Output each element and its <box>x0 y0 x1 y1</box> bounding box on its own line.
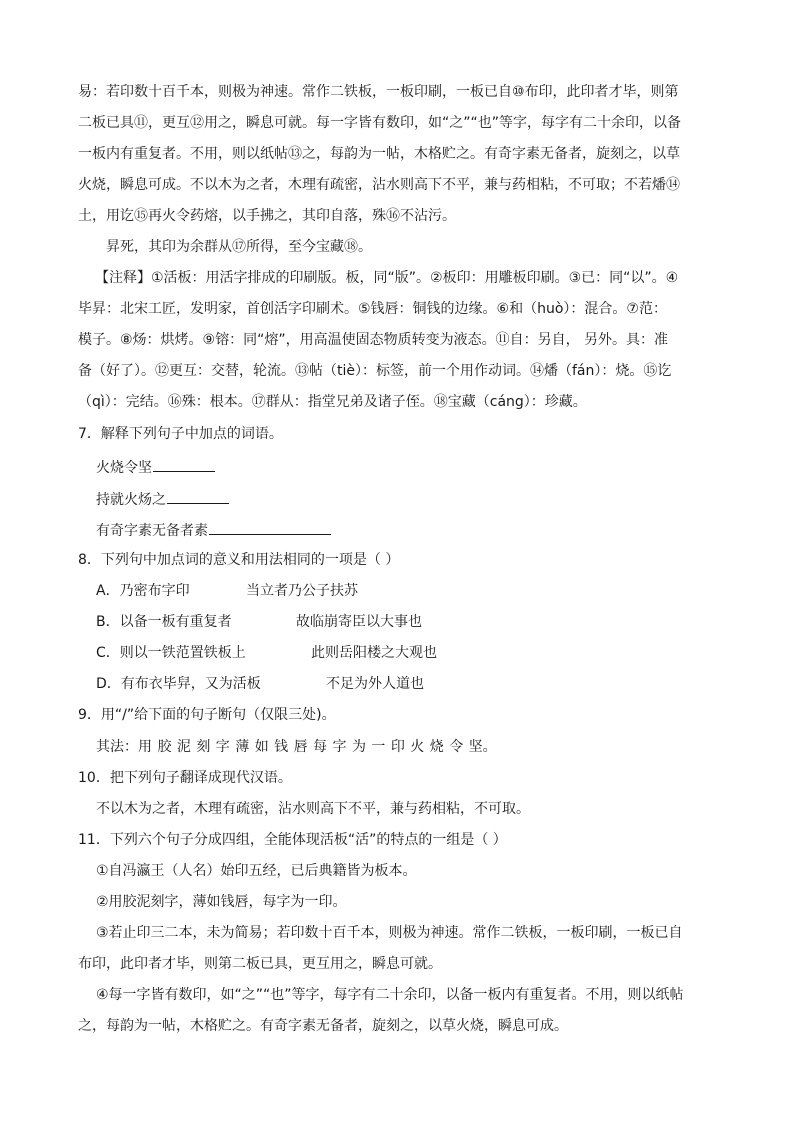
q8-option <box>96 643 437 663</box>
q7-item-text: 火烧令坚 <box>96 460 152 476</box>
q7-item <box>96 519 331 541</box>
notes-line: 【注释】①活板：用活字排成的印刷版。板，同“版”。②板印：用雕板印刷。③已：同“以”。④ <box>95 270 679 286</box>
q11-item-continued: 之，每韵为一帖，木格贮之。有奇字素无备者，旋刻之，以草火烧，瞬息可成。 <box>78 1018 568 1034</box>
answer-blank[interactable] <box>209 519 331 535</box>
q9-sentence: 其法：用 胶 泥 刻 字 薄 如 钱 唇 每 字 为 一 印 火 烧 令 坚。 <box>96 739 497 755</box>
passage-line: 一板内有重复者。不用，则以纸帖⑬之，每韵为一帖，木格贮之。有奇字素无备者，旋刻之，以草 <box>78 146 680 162</box>
q11-item: ②用胶泥刻字，薄如钱唇，每字为一印。 <box>96 894 347 910</box>
notes-line: （qì）：完结。⑯殊：根本。⑰群从：指堂兄弟及诸子侄。⑱宝藏（cáng）：珍藏。 <box>78 394 587 410</box>
notes-line: 备（好了）。⑫更互：交替，轮流。⑬帖（tiè）：标签，前一个用作动词。⑭燔（fán）：烧。⑮讫 <box>78 363 672 379</box>
q8-option-left: C．则以一铁范置铁板上 <box>96 645 246 661</box>
passage-line: 易：若印数十百千本，则极为神速。常作二铁板，一板印刷，一板已自⑩布印，此印者才毕，则第 <box>78 84 679 100</box>
q11-item-continued: 布印，此印者才毕，则第二板已具，更互用之，瞬息可就。 <box>78 956 442 972</box>
question-7-title: 7．解释下列句子中加点的词语。 <box>78 426 283 442</box>
passage-line: 昇死，其印为余群从⑰所得，至今宝藏⑱。 <box>106 239 372 255</box>
question-10-title: 10．把下列句子翻译成现代汉语。 <box>78 770 292 786</box>
q8-option <box>96 612 422 632</box>
question-11-title: 11．下列六个句子分成四组，全能体现活板“活”的特点的一组是（ ） <box>78 832 507 848</box>
q8-option-right: 此则岳阳楼之大观也 <box>311 645 437 661</box>
answer-blank[interactable] <box>153 456 215 472</box>
q11-item: ③若止印三二本，未为简易；若印数十百千本，则极为神速。常作二铁板，一板印刷，一板已自 <box>96 925 683 941</box>
q8-option <box>96 674 424 694</box>
q7-item-text: 持就火炀之 <box>96 492 166 508</box>
q11-item: ①自冯瀛王（人名）始印五经，已后典籍皆为板本。 <box>96 863 417 879</box>
q7-item <box>96 488 229 510</box>
q8-option-right: 当立者乃公子扶苏 <box>246 583 358 599</box>
passage-line: 二板已具⑪，更互⑫用之，瞬息可就。每一字皆有数印，如“之”“也”等字，每字有二十余印，以备 <box>78 115 682 131</box>
answer-blank[interactable] <box>167 488 229 504</box>
q7-item <box>96 456 215 478</box>
question-8-title: 8．下列句中加点词的意义和用法相同的一项是（ ） <box>78 552 400 568</box>
q8-option-right: 不足为外人道也 <box>326 676 424 692</box>
passage-line: 土，用讫⑮再火令药熔，以手拂之，其印自落，殊⑯不沾污。 <box>78 208 456 224</box>
q8-option-left: D．有布衣毕舁，又为活板 <box>96 676 261 692</box>
q8-option-right: 故临崩寄臣以大事也 <box>296 614 422 630</box>
question-9-title: 9．用“/”给下面的句子断句（仅限三处)。 <box>78 707 336 723</box>
q7-item-text: 有奇字素无备者素 <box>96 523 208 539</box>
q10-sentence: 不以木为之者，木理有疏密，沾水则高下不平，兼与药相粘，不可取。 <box>96 801 530 817</box>
notes-line: 模子。⑧炀：烘烤。⑨镕：同“熔”，用高温使固态物质转变为液态。⑪自：另自， 另外。具：准 <box>78 332 669 348</box>
q8-option-left: B．以备一板有重复者 <box>96 614 232 630</box>
passage-line: 火烧，瞬息可成。不以木为之者，木理有疏密，沾水则高下不平，兼与药相粘，不可取；不若燔⑭ <box>78 177 680 193</box>
q8-option <box>96 581 358 601</box>
q8-option-left: A．乃密布字印 <box>96 583 190 599</box>
notes-line: 毕昇：北宋工匠，发明家，首创活字印刷术。⑤钱唇：铜钱的边缘。⑥和（huò）：混合。⑦范： <box>78 301 667 317</box>
q11-item: ④每一字皆有数印，如“之”“也”等字，每字有二十余印，以备一板内有重复者。不用，则以纸帖 <box>96 987 684 1003</box>
